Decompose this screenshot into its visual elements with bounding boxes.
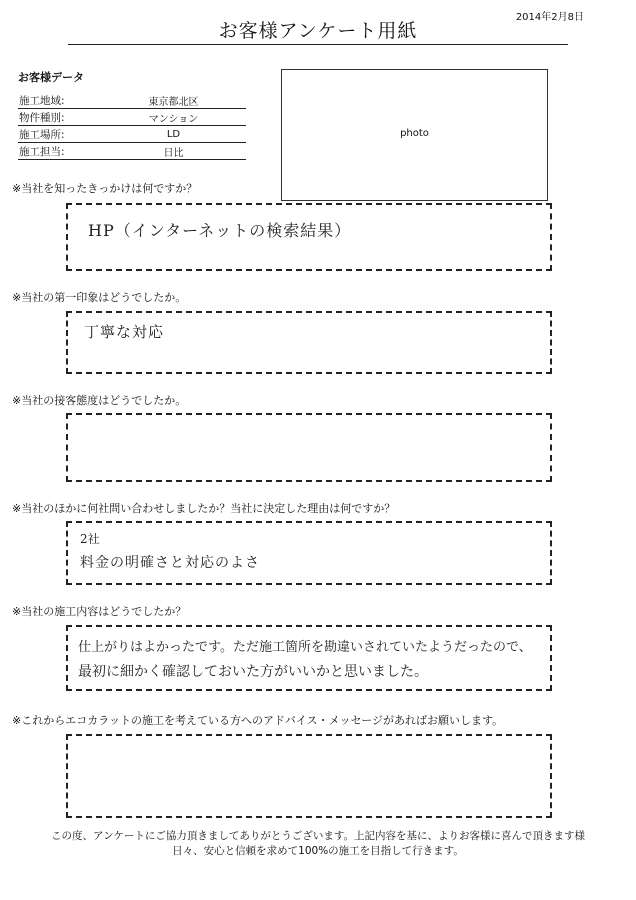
- question-1: ※当社を知ったきっかけは何ですか？: [12, 182, 198, 195]
- answer-box-6: [66, 734, 552, 818]
- info-value: 東京都北区: [101, 92, 246, 109]
- customer-data-table: [18, 92, 246, 160]
- question-4: ※当社のほかに何社問い合わせしましたか？当社に決定した理由は何ですか？: [12, 502, 396, 515]
- info-label: 施工担当:: [18, 143, 101, 160]
- answer-box-2: [66, 311, 552, 374]
- page-title: お客様アンケート用紙: [218, 20, 418, 42]
- info-label: 施工地域:: [18, 92, 101, 109]
- info-label: 施工場所:: [18, 126, 101, 143]
- answer-2-line-1: 丁寧な対応: [84, 323, 165, 341]
- info-value: 日比: [101, 143, 246, 160]
- answer-5-line-1: 仕上がりはよかったです。ただ施工箇所を勘違いされていたようだったので、: [78, 640, 532, 655]
- answer-box-5: [66, 625, 552, 691]
- info-value: LD: [101, 126, 246, 143]
- info-row-location: [18, 126, 246, 143]
- answer-1-line-1: HP（インターネットの検索結果）: [88, 221, 352, 240]
- info-row-staff: [18, 143, 246, 160]
- answer-box-3: [66, 413, 552, 482]
- survey-date: 2014年2月8日: [515, 12, 584, 23]
- question-2: ※当社の第一印象はどうでしたか。: [12, 291, 187, 304]
- answer-box-1: [66, 203, 552, 271]
- footer-message-line-1: この度、アンケートにご協力頂きましてありがとうございます。上記内容を基に、よりお客様に喜んで頂きます様: [50, 830, 586, 842]
- question-5: ※当社の施工内容はどうでしたか？: [12, 605, 187, 618]
- question-3: ※当社の接客態度はどうでしたか。: [12, 394, 187, 407]
- info-row-property-type: [18, 109, 246, 126]
- title-bar: [68, 14, 568, 45]
- info-row-area: [18, 92, 246, 109]
- customer-data-heading: お客様データ: [18, 71, 84, 84]
- footer-message-line-2: 日々、安心と信頼を求めて100%の施工を目指して行きます。: [172, 845, 464, 857]
- answer-4-line-1: 2社: [80, 532, 100, 546]
- info-value: マンション: [101, 109, 246, 126]
- question-6: ※これからエコカラットの施工を考えている方へのアドバイス・メッセージがあればお願いします。: [12, 714, 504, 727]
- photo-label: photo: [400, 128, 429, 139]
- answer-box-4: [66, 521, 552, 585]
- answer-5-line-2: 最初に細かく確認しておいた方がいいかと思いました。: [78, 664, 428, 680]
- info-label: 物件種別:: [18, 109, 101, 126]
- photo-placeholder: [281, 69, 548, 201]
- answer-4-line-2: 料金の明確さと対応のよさ: [80, 555, 260, 571]
